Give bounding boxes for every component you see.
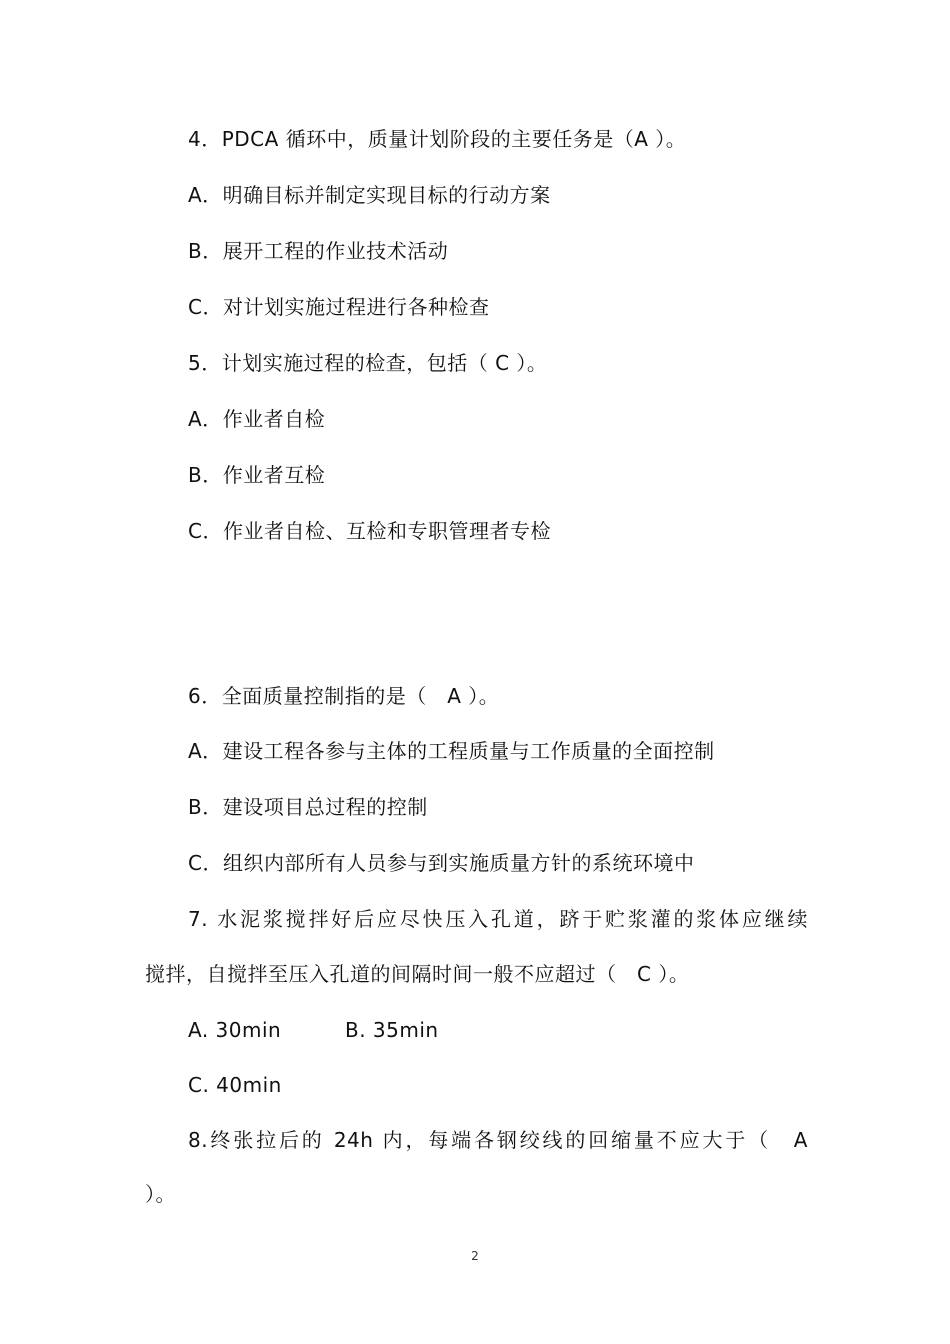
question-7-option-a: A. 30min	[188, 1018, 282, 1042]
question-7-stem-line-2: 搅拌，自搅拌至压入孔道的间隔时间一般不应超过（ C ）。	[145, 962, 690, 986]
question-6-option-c: C．组织内部所有人员参与到实施质量方针的系统环境中	[188, 851, 695, 875]
question-7-stem-line-1: 7. 水泥浆搅拌好后应尽快压入孔道，跻于贮浆灌的浆体应继续	[188, 907, 808, 931]
question-4-option-c: C．对计划实施过程进行各种检查	[188, 295, 490, 319]
question-8-stem-line-2: ）。	[145, 1182, 176, 1206]
question-8-stem-line-1: 8.终张拉后的 24h 内，每端各钢绞线的回缩量不应大于（ A	[188, 1128, 808, 1152]
question-4-option-b: B．展开工程的作业技术活动	[188, 239, 449, 263]
question-4-stem: 4．PDCA 循环中，质量计划阶段的主要任务是（A ）。	[188, 127, 687, 151]
question-5-option-a: A．作业者自检	[188, 407, 326, 431]
question-5-option-c: C．作业者自检、互检和专职管理者专检	[188, 519, 551, 543]
question-4-option-a: A．明确目标并制定实现目标的行动方案	[188, 183, 551, 207]
question-6-option-a: A．建设工程各参与主体的工程质量与工作质量的全面控制	[188, 739, 715, 763]
question-5-stem: 5．计划实施过程的检查，包括（ C ）。	[188, 351, 548, 375]
question-5-option-b: B．作业者互检	[188, 463, 326, 487]
question-6-stem: 6．全面质量控制指的是（ A ）。	[188, 684, 500, 708]
question-6-option-b: B．建设项目总过程的控制	[188, 795, 428, 819]
page-number: 2	[471, 1249, 479, 1263]
question-7-option-c: C. 40min	[188, 1073, 282, 1097]
question-7-option-b: B. 35min	[345, 1018, 439, 1042]
